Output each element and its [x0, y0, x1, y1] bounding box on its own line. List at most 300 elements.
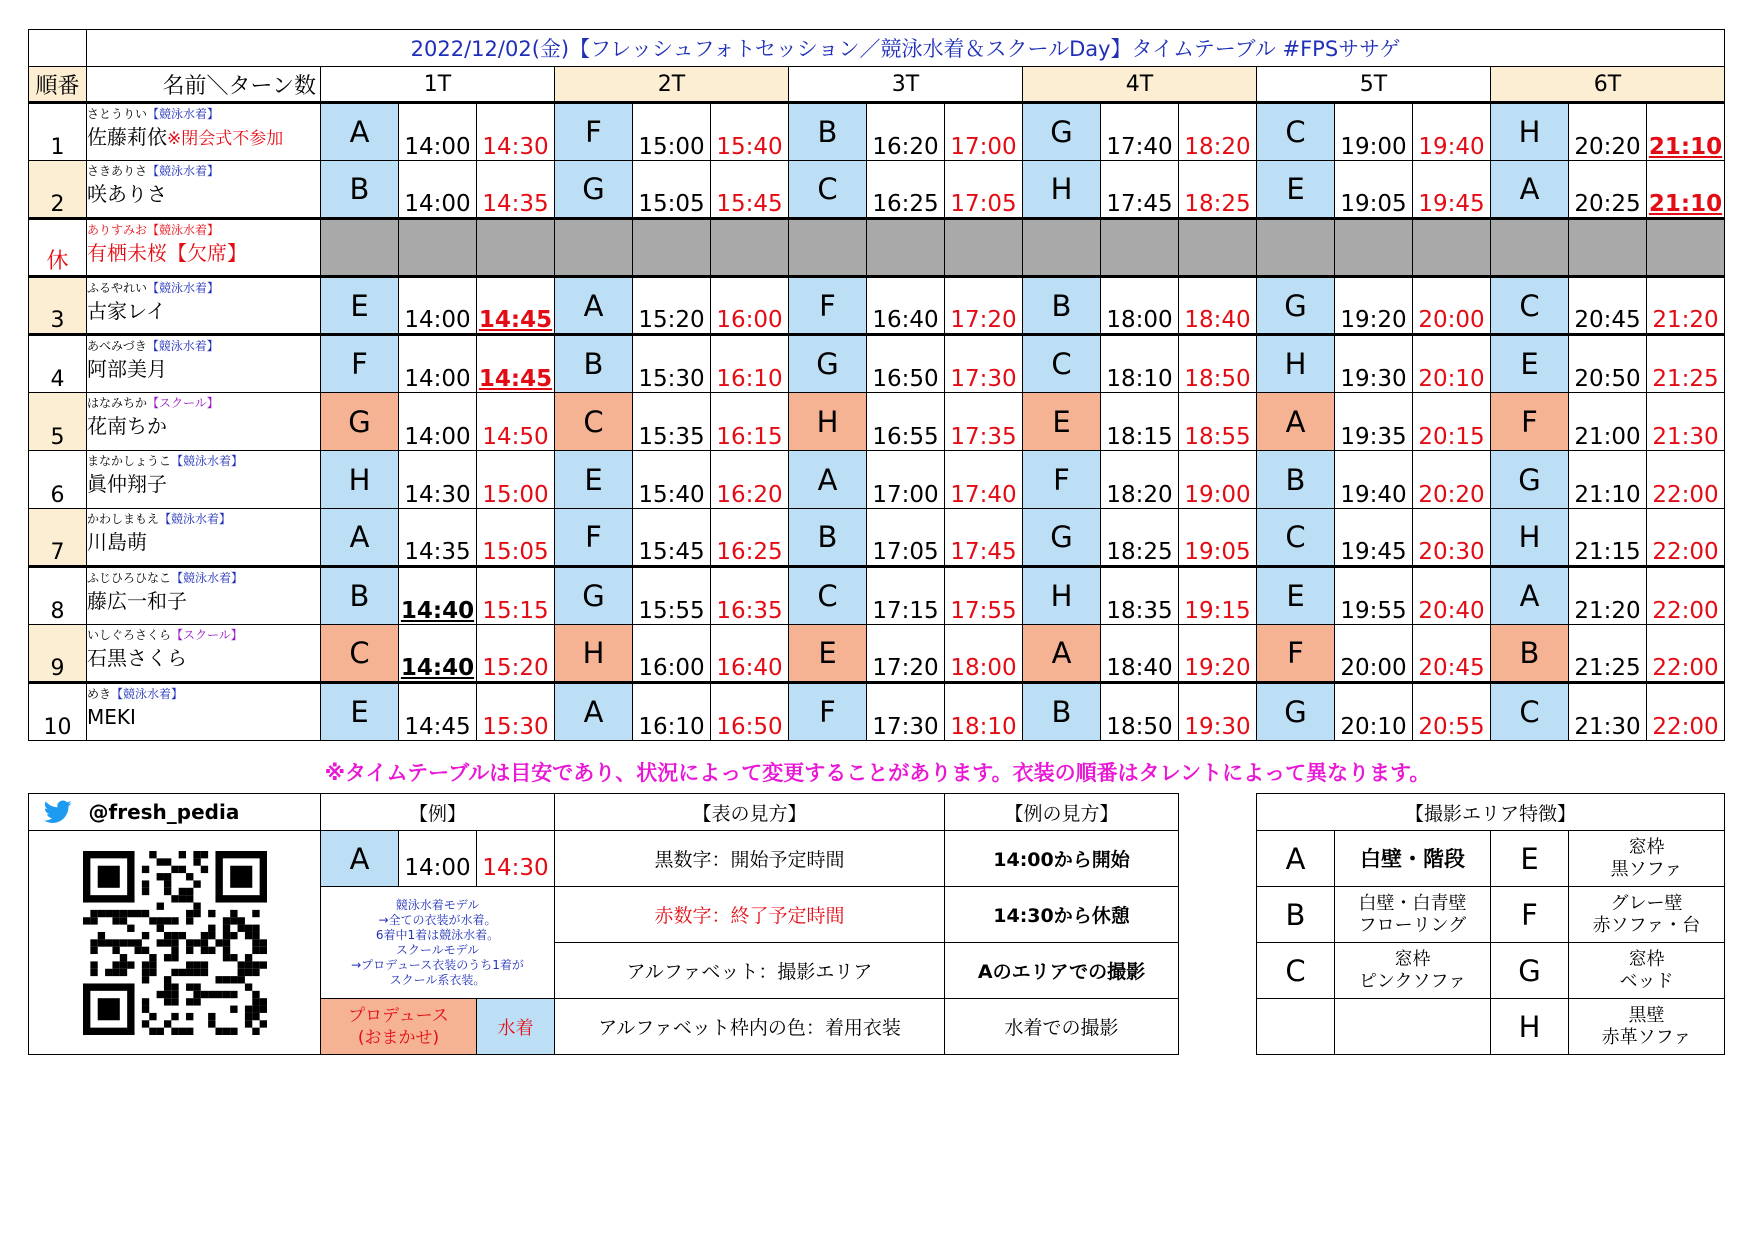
start-time: 15:05	[633, 161, 711, 219]
area-letter: H	[321, 451, 399, 509]
area-letter: H	[1257, 335, 1335, 393]
table-row	[29, 451, 1725, 509]
area-code: F	[1491, 887, 1569, 943]
end-time: 19:00	[1179, 451, 1257, 509]
area-letter: F	[789, 683, 867, 741]
talent-name-cell	[87, 277, 321, 335]
area-letter: C	[789, 161, 867, 219]
start-time: 14:00	[399, 393, 477, 451]
row-number: 休	[29, 219, 87, 277]
end-time: 20:55	[1413, 683, 1491, 741]
area-code: G	[1491, 943, 1569, 999]
example-read-4: 水着での撮影	[945, 999, 1179, 1055]
talent-kana: まなかしょうこ	[87, 454, 172, 468]
start-time: 20:50	[1569, 335, 1647, 393]
area-description: 白壁・階段	[1335, 831, 1491, 887]
start-time: 20:20	[1569, 103, 1647, 161]
end-time: 21:10	[1647, 103, 1725, 161]
area-letter: H	[555, 625, 633, 683]
area-letter: A	[555, 277, 633, 335]
start-time: 16:20	[867, 103, 945, 161]
talent-name: 眞仲翔子	[87, 472, 167, 496]
absent-cell	[945, 219, 1023, 277]
end-time: 20:40	[1413, 567, 1491, 625]
talent-name-cell	[87, 683, 321, 741]
end-time: 20:30	[1413, 509, 1491, 567]
produce-label: プロデュース (おまかせ)	[321, 999, 477, 1055]
talent-kana: ふるやれい	[87, 281, 148, 295]
area-letter: B	[1257, 451, 1335, 509]
start-time: 17:30	[867, 683, 945, 741]
end-time: 20:20	[1413, 451, 1491, 509]
end-time: 20:45	[1413, 625, 1491, 683]
start-time: 21:00	[1569, 393, 1647, 451]
absent-cell	[1101, 219, 1179, 277]
area-letter: G	[321, 393, 399, 451]
end-time: 16:50	[711, 683, 789, 741]
start-time: 18:50	[1101, 683, 1179, 741]
end-time: 19:40	[1413, 103, 1491, 161]
area-letter: A	[1023, 625, 1101, 683]
start-time: 16:40	[867, 277, 945, 335]
area-letter: B	[555, 335, 633, 393]
area-letter: H	[1491, 509, 1569, 567]
talent-tag: 【スクール】	[171, 628, 243, 642]
talent-kana: めき	[87, 687, 112, 701]
area-letter: G	[1491, 451, 1569, 509]
end-time: 17:00	[945, 103, 1023, 161]
area-code: H	[1491, 999, 1569, 1055]
start-time: 18:15	[1101, 393, 1179, 451]
start-time: 21:30	[1569, 683, 1647, 741]
start-time: 18:40	[1101, 625, 1179, 683]
start-time: 16:00	[633, 625, 711, 683]
area-code: A	[1257, 831, 1335, 887]
turn-header-5: 5T	[1257, 67, 1491, 103]
end-time: 19:30	[1179, 683, 1257, 741]
twitter-icon	[44, 800, 72, 824]
howto-header: 【表の見方】	[555, 794, 945, 831]
area-letter: A	[321, 509, 399, 567]
talent-name: 石黒さくら	[87, 646, 187, 670]
end-time: 21:25	[1647, 335, 1725, 393]
area-letter: E	[555, 451, 633, 509]
end-time: 18:10	[945, 683, 1023, 741]
start-time: 14:40	[399, 625, 477, 683]
talent-note: ※閉会式不参加	[167, 129, 284, 149]
start-time: 21:20	[1569, 567, 1647, 625]
example-read-header: 【例の見方】	[945, 794, 1179, 831]
table-row	[29, 277, 1725, 335]
start-time: 21:10	[1569, 451, 1647, 509]
area-letter: C	[321, 625, 399, 683]
talent-tag: 【競泳水着】	[147, 223, 220, 237]
name-header: 名前＼ターン数	[87, 67, 321, 103]
start-time: 17:05	[867, 509, 945, 567]
swim-label: 水着	[477, 999, 555, 1055]
end-time: 16:20	[711, 451, 789, 509]
area-letter: H	[1023, 161, 1101, 219]
row-number: 2	[29, 161, 87, 219]
start-time: 15:35	[633, 393, 711, 451]
end-time: 17:40	[945, 451, 1023, 509]
area-letter: B	[321, 161, 399, 219]
area-letter: A	[1491, 161, 1569, 219]
end-time: 15:40	[711, 103, 789, 161]
end-time: 16:35	[711, 567, 789, 625]
start-time: 20:00	[1335, 625, 1413, 683]
area-letter: B	[1023, 683, 1101, 741]
start-time: 21:15	[1569, 509, 1647, 567]
area-letter: B	[1023, 277, 1101, 335]
area-letter: F	[321, 335, 399, 393]
absent-cell	[477, 219, 555, 277]
start-time: 17:00	[867, 451, 945, 509]
end-time: 18:50	[1179, 335, 1257, 393]
table-row	[29, 393, 1725, 451]
end-time: 14:35	[477, 161, 555, 219]
absent-cell	[555, 219, 633, 277]
turn-header-6: 6T	[1491, 67, 1725, 103]
start-time: 18:35	[1101, 567, 1179, 625]
area-description: 窓枠 黒ソファ	[1569, 831, 1725, 887]
row-number: 3	[29, 277, 87, 335]
end-time: 20:15	[1413, 393, 1491, 451]
end-time: 16:10	[711, 335, 789, 393]
area-row	[1257, 887, 1725, 943]
area-code: B	[1257, 887, 1335, 943]
end-time: 19:45	[1413, 161, 1491, 219]
example-read-1: 14:00から開始	[945, 831, 1179, 887]
area-row	[1257, 831, 1725, 887]
start-time: 18:00	[1101, 277, 1179, 335]
talent-tag: 【競泳水着】	[111, 687, 184, 701]
area-letter: H	[789, 393, 867, 451]
row-number: 1	[29, 103, 87, 161]
talent-kana: あべみづき	[87, 339, 147, 353]
example-read-3: Aのエリアでの撮影	[945, 943, 1179, 999]
absent-cell	[321, 219, 399, 277]
start-time: 14:35	[399, 509, 477, 567]
area-letter: E	[1023, 393, 1101, 451]
area-letter: G	[1257, 277, 1335, 335]
area-letter: C	[789, 567, 867, 625]
table-row	[29, 103, 1725, 161]
end-time: 22:00	[1647, 567, 1725, 625]
absent-cell	[711, 219, 789, 277]
area-code: E	[1491, 831, 1569, 887]
absent-cell	[633, 219, 711, 277]
end-time: 18:55	[1179, 393, 1257, 451]
area-letter: E	[1491, 335, 1569, 393]
area-letter: G	[1023, 103, 1101, 161]
talent-name: 藤広一和子	[87, 589, 187, 613]
talent-name: 阿部美月	[87, 357, 167, 381]
area-letter: F	[789, 277, 867, 335]
table-row	[29, 509, 1725, 567]
end-time: 15:45	[711, 161, 789, 219]
area-letter: C	[555, 393, 633, 451]
row-number: 7	[29, 509, 87, 567]
talent-kana: はなみちか	[87, 396, 148, 410]
start-time: 19:45	[1335, 509, 1413, 567]
talent-name: 花南ちか	[87, 414, 167, 438]
area-description: 窓枠 ベッド	[1569, 943, 1725, 999]
end-time: 18:40	[1179, 277, 1257, 335]
area-letter: E	[1257, 161, 1335, 219]
talent-kana: かわしまもえ	[87, 512, 160, 526]
area-letter: G	[789, 335, 867, 393]
area-letter: A	[555, 683, 633, 741]
example-end: 14:30	[477, 831, 555, 887]
end-time: 15:30	[477, 683, 555, 741]
area-letter: C	[1023, 335, 1101, 393]
table-row	[29, 625, 1725, 683]
end-time: 20:00	[1413, 277, 1491, 335]
start-time: 15:55	[633, 567, 711, 625]
end-time: 21:30	[1647, 393, 1725, 451]
end-time: 19:05	[1179, 509, 1257, 567]
talent-name: 咲ありさ	[87, 182, 167, 206]
howto-3: アルファベット：撮影エリア	[555, 943, 945, 999]
absent-cell	[867, 219, 945, 277]
talent-tag: 【競泳水着】	[147, 281, 220, 295]
row-number: 9	[29, 625, 87, 683]
row-number: 8	[29, 567, 87, 625]
area-letter: B	[321, 567, 399, 625]
end-time: 22:00	[1647, 683, 1725, 741]
end-time: 14:30	[477, 103, 555, 161]
start-time: 15:40	[633, 451, 711, 509]
start-time: 16:25	[867, 161, 945, 219]
turn-header-4: 4T	[1023, 67, 1257, 103]
talent-name: 川島萌	[87, 530, 147, 554]
legend-table	[28, 793, 1179, 1055]
start-time: 19:30	[1335, 335, 1413, 393]
area-letter: C	[1257, 509, 1335, 567]
area-letter: F	[555, 509, 633, 567]
end-time: 14:45	[477, 335, 555, 393]
end-time: 17:05	[945, 161, 1023, 219]
talent-name: MEKI	[87, 705, 136, 729]
absent-cell	[789, 219, 867, 277]
start-time: 16:55	[867, 393, 945, 451]
area-letter: G	[1023, 509, 1101, 567]
end-time: 20:10	[1413, 335, 1491, 393]
area-letter: G	[555, 161, 633, 219]
start-time: 19:20	[1335, 277, 1413, 335]
talent-kana: さきありさ	[87, 164, 148, 178]
model-note: 競泳水着モデル →全ての衣装が水着。 6着中1着は競泳水着。 スクールモデル →プロデュース衣装のうち1着が スクール系衣装。	[321, 887, 555, 999]
start-time: 17:40	[1101, 103, 1179, 161]
howto-2: 赤数字：終了予定時間	[555, 887, 945, 943]
start-time: 18:25	[1101, 509, 1179, 567]
end-time: 16:15	[711, 393, 789, 451]
end-time: 17:35	[945, 393, 1023, 451]
end-time: 15:20	[477, 625, 555, 683]
talent-kana: ありすみお	[87, 223, 148, 237]
start-time: 16:50	[867, 335, 945, 393]
start-time: 15:20	[633, 277, 711, 335]
absent-cell	[399, 219, 477, 277]
area-letter: C	[1491, 683, 1569, 741]
absent-cell	[1413, 219, 1491, 277]
timetable	[28, 29, 1725, 741]
start-time: 14:45	[399, 683, 477, 741]
start-time: 19:40	[1335, 451, 1413, 509]
talent-name-cell	[87, 335, 321, 393]
start-time: 17:45	[1101, 161, 1179, 219]
area-letter: B	[1491, 625, 1569, 683]
area-letter: H	[1023, 567, 1101, 625]
start-time: 18:20	[1101, 451, 1179, 509]
absent-cell	[1569, 219, 1647, 277]
end-time: 21:20	[1647, 277, 1725, 335]
start-time: 20:45	[1569, 277, 1647, 335]
table-row	[29, 683, 1725, 741]
talent-tag: 【競泳水着】	[159, 512, 232, 526]
area-letter: G	[555, 567, 633, 625]
area-code: C	[1257, 943, 1335, 999]
end-time: 15:15	[477, 567, 555, 625]
talent-tag: 【スクール】	[147, 396, 219, 410]
twitter-icon-cell	[29, 794, 87, 831]
talent-name-cell	[87, 393, 321, 451]
row-number: 4	[29, 335, 87, 393]
start-time: 19:05	[1335, 161, 1413, 219]
area-description: 窓枠 ピンクソファ	[1335, 943, 1491, 999]
talent-tag: 【競泳水着】	[146, 339, 219, 353]
area-header: 【撮影エリア特徴】	[1257, 794, 1725, 831]
end-time: 22:00	[1647, 625, 1725, 683]
twitter-handle[interactable]: @fresh_pedia	[87, 794, 321, 831]
start-time: 18:10	[1101, 335, 1179, 393]
corner-cell	[29, 30, 87, 67]
end-time: 15:00	[477, 451, 555, 509]
end-time: 16:40	[711, 625, 789, 683]
row-number: 10	[29, 683, 87, 741]
example-header: 【例】	[321, 794, 555, 831]
end-time: 19:15	[1179, 567, 1257, 625]
talent-name-cell	[87, 451, 321, 509]
howto-1: 黒数字：開始予定時間	[555, 831, 945, 887]
absent-cell	[1491, 219, 1569, 277]
end-time: 22:00	[1647, 509, 1725, 567]
end-time: 17:30	[945, 335, 1023, 393]
start-time: 14:30	[399, 451, 477, 509]
notice-text: ※タイムテーブルは目安であり、状況によって変更することがあります。衣装の順番はタレントによって異なります。	[324, 761, 1431, 785]
start-time: 21:25	[1569, 625, 1647, 683]
area-letter: C	[1491, 277, 1569, 335]
talent-kana: ふじひろひなこ	[87, 571, 172, 585]
start-time: 14:40	[399, 567, 477, 625]
table-row	[29, 219, 1725, 277]
start-time: 19:55	[1335, 567, 1413, 625]
area-table	[1256, 793, 1725, 1055]
area-letter: F	[555, 103, 633, 161]
end-time: 19:20	[1179, 625, 1257, 683]
absent-cell	[1647, 219, 1725, 277]
absent-cell	[1179, 219, 1257, 277]
start-time: 19:35	[1335, 393, 1413, 451]
howto-4: アルファベット枠内の色：着用衣装	[555, 999, 945, 1055]
area-letter: F	[1491, 393, 1569, 451]
area-letter: F	[1257, 625, 1335, 683]
qr-code[interactable]	[83, 851, 267, 1035]
area-row	[1257, 999, 1725, 1055]
end-time: 17:45	[945, 509, 1023, 567]
area-letter: C	[1257, 103, 1335, 161]
example-letter: A	[321, 831, 399, 887]
area-letter: A	[789, 451, 867, 509]
area-letter: H	[1491, 103, 1569, 161]
area-letter: E	[789, 625, 867, 683]
absent-cell	[1335, 219, 1413, 277]
area-letter: A	[1257, 393, 1335, 451]
talent-tag: 【競泳水着】	[147, 164, 220, 178]
area-letter: B	[789, 509, 867, 567]
start-time: 20:10	[1335, 683, 1413, 741]
end-time: 18:00	[945, 625, 1023, 683]
talent-name-cell	[87, 103, 321, 161]
area-letter: A	[1491, 567, 1569, 625]
area-code	[1257, 999, 1335, 1055]
turn-header-1: 1T	[321, 67, 555, 103]
end-time: 16:00	[711, 277, 789, 335]
talent-name: 古家レイ	[87, 299, 166, 323]
area-letter: E	[321, 683, 399, 741]
talent-name-cell	[87, 219, 321, 277]
end-time: 14:45	[477, 277, 555, 335]
end-time: 17:55	[945, 567, 1023, 625]
turn-header-2: 2T	[555, 67, 789, 103]
start-time: 17:20	[867, 625, 945, 683]
area-letter: E	[1257, 567, 1335, 625]
area-letter: A	[321, 103, 399, 161]
table-row	[29, 161, 1725, 219]
talent-name-cell	[87, 567, 321, 625]
talent-kana: さとうりい	[87, 107, 148, 121]
area-letter: B	[789, 103, 867, 161]
area-description: グレー壁 赤ソファ・台	[1569, 887, 1725, 943]
table-row	[29, 335, 1725, 393]
end-time: 18:20	[1179, 103, 1257, 161]
end-time: 16:25	[711, 509, 789, 567]
order-header: 順番	[29, 67, 87, 103]
end-time: 17:20	[945, 277, 1023, 335]
talent-tag: 【競泳水着】	[147, 107, 220, 121]
row-number: 6	[29, 451, 87, 509]
end-time: 18:25	[1179, 161, 1257, 219]
area-description: 黒壁 赤革ソファ	[1569, 999, 1725, 1055]
absent-cell	[1257, 219, 1335, 277]
talent-kana: いしぐろさくら	[87, 628, 172, 642]
example-start: 14:00	[399, 831, 477, 887]
end-time: 22:00	[1647, 451, 1725, 509]
start-time: 14:00	[399, 277, 477, 335]
talent-name: 有栖未桜【欠席】	[87, 241, 247, 265]
area-letter: F	[1023, 451, 1101, 509]
end-time: 21:10	[1647, 161, 1725, 219]
start-time: 19:00	[1335, 103, 1413, 161]
end-time: 15:05	[477, 509, 555, 567]
talent-tag: 【競泳水着】	[171, 454, 244, 468]
start-time: 14:00	[399, 103, 477, 161]
qr-cell	[29, 831, 321, 1055]
start-time: 14:00	[399, 161, 477, 219]
area-row	[1257, 943, 1725, 999]
page-title: 2022/12/02(金)【フレッシュフォトセッション／競泳水着＆スクールDay】タイムテーブル #FPSササゲ	[87, 30, 1725, 67]
